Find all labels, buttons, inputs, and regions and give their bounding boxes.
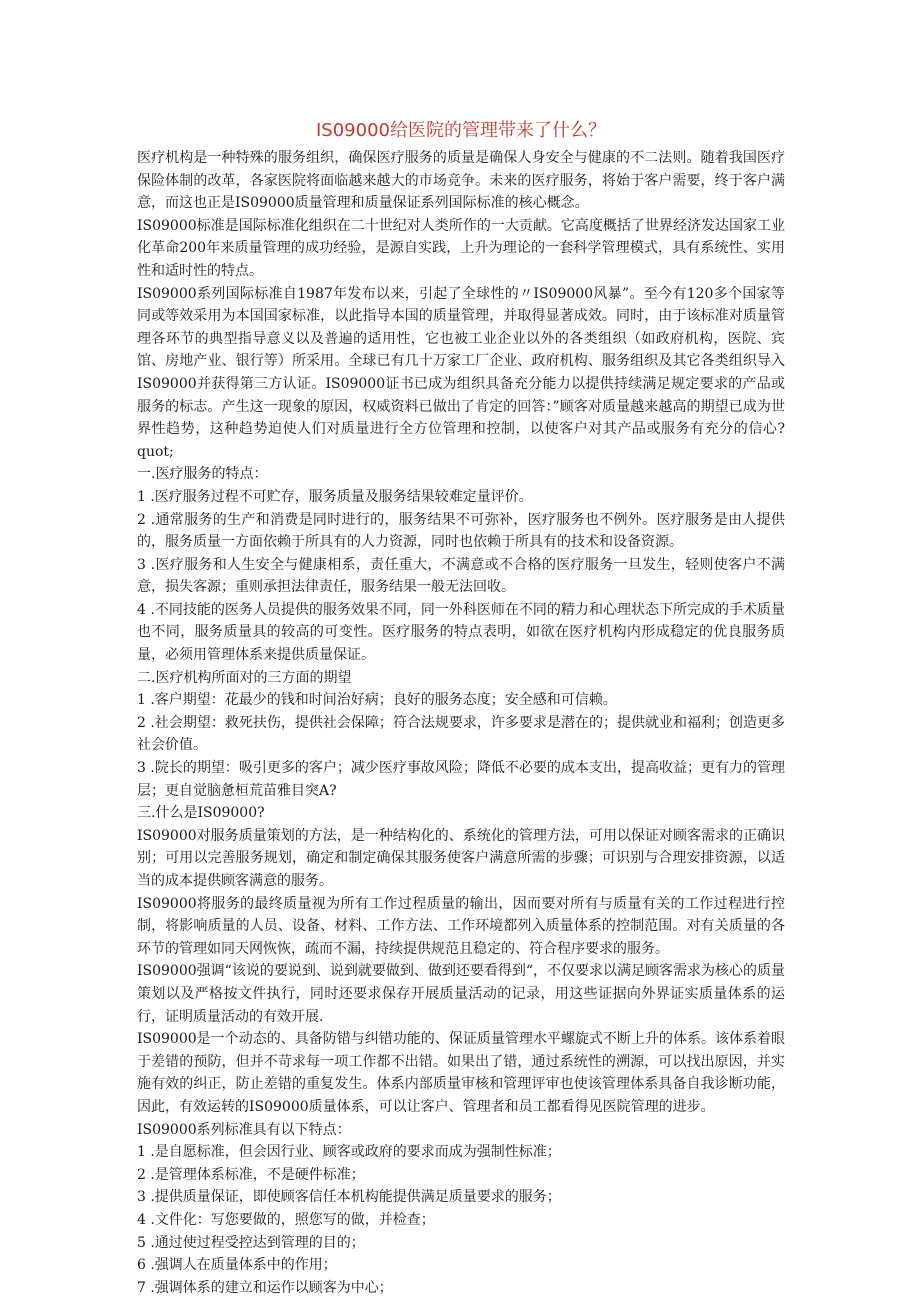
paragraph: 一.医疗服务的特点： xyxy=(137,466,268,483)
paragraph: 1 .客户期望：花最少的钱和时间治好病；良好的服务态度；安全感和可信赖。 xyxy=(137,692,617,709)
paragraph: 二.医疗机构所面对的三方面的期望 xyxy=(137,669,352,686)
paragraph: 7 .强调体系的建立和运作以顾客为中心； xyxy=(137,1279,393,1296)
paragraph: 1 .医疗服务过程不可贮存，服务质量及服务结果较难定量评价。 xyxy=(137,488,533,505)
paragraph: 1 .是自愿标准，但会因行业、顾客或政府的要求而成为强制性标准； xyxy=(137,1144,561,1161)
paragraph: 4 .不同技能的医务人员提供的服务效果不同，同一外科医师在不同的精力和心理状态下所完成的手术质量也不同，服务质量具的较高的可变性。医疗服务的特点表明，如欲在医疗机构内形成稳定的优良服务质量，必须用管理体系来提供质量保证。 xyxy=(137,601,785,664)
paragraph: IS09000强调“该说的要说到、说到就要做到、做到还要看得到“，不仅要求以满足顾客需求为核心的质量策划以及严格按文件执行，同时还要求保存开展质量活动的记录，用这些证据向外界证实质量体系的运行，证明质量活动的有效开展. xyxy=(137,963,785,1025)
paragraph: IS09000系列国际标准自1987年发布以来，引起了全球性的〃IS09000风暴”。至今有120多个国家等同或等效采用为本国国家标准，以此指导本国的质量管理，并取得显著成效。同时，由于该标准对质量管理各环节的典型指导意义以及普遍的适用性，它也被工业企业以外的各类组织（如政府机构，医院、宾馆、房地产业、银行等）所采用。全球已有几十万家工厂企业、政府机构、服务组织及其它各类组织导入IS09000并获得第三方认证。IS09000证书已成为组织具备充分能力以提供持续满足规定要求的产品或服务的标志。产生这一现象的原因，权威资料已做出了肯定的回答：”顾客对质量越来越高的期望已成为世界性趋势，这种趋势迫使人们对质量进行全方位管理和控制，以使客户对其产品或服务有充分的信心?quot; xyxy=(137,285,785,460)
paragraph: IS09000系列标准具有以下特点： xyxy=(137,1121,351,1138)
document-title: IS09000给医院的管理带来了什么？ xyxy=(316,120,606,141)
paragraph: 2 .通常服务的生产和消费是同时进行的，服务结果不可弥补，医疗服务也不例外。医疗服务是由人提供的，服务质量一方面依赖于所具有的人力资源，同时也依赖于所具有的技术和设备资源。 xyxy=(137,511,785,551)
paragraph: 三.什么是IS09000? xyxy=(137,805,265,822)
paragraph: IS09000是一个动态的、具备防错与纠错功能的、保证质量管理水平螺旋式不断上升的体系。该体系着眼于差错的预防，但并不苛求每一项工作都不出错。如果出了错，通过系统性的溯源，可以找出原因，并实施有效的纠正，防止差错的重复发生。体系内部质量审核和管理评审也使该管理体系具备自我诊断功能，因此，有效运转的IS09000质量体系，可以让客户、管理者和员工都看得见医院管理的进步。 xyxy=(137,1031,785,1115)
document-page xyxy=(137,118,785,1299)
paragraph: 3 .院长的期望：吸引更多的客户；减少医疗事故风险；降低不必要的成本支出，提高收益；更有力的管理层；更自觉脑惫桓荒苗雅目突A? xyxy=(137,760,785,799)
paragraph: IS09000将服务的最终质量视为所有工作过程质量的输出，因而要对所有与质量有关的工作过程进行控制，将影响质量的人员、设备、材料、工作方法、工作环境都列入质量体系的控制范围。对有关质量的各环节的管理如同天网恢恢，疏而不漏，持续提供规范且稳定的、符合程序要求的服务。 xyxy=(137,895,785,957)
paragraph: IS09000标准是国际标准化组织在二十世纪对人类所作的一大贡献。它高度概括了世界经济发达国家工业化革命200年来质量管理的成功经验，是源自实践，上升为理论的一套科学管理模式，具有系统性、实用性和适时性的特点。 xyxy=(137,217,785,279)
document-body xyxy=(137,147,785,1299)
paragraph: IS09000对服务质量策划的方法，是一种结构化的、系统化的管理方法，可用以保证对顾客需求的正确识别；可用以完善服务规划，确定和制定确保其服务使客户满意所需的步骤；可识别与合理安排资源，以适当的成本提供顾客满意的服务。 xyxy=(137,827,785,889)
paragraph: 2 .社会期望：救死扶伤，提供社会保障；符合法规要求，许多要求是潜在的；提供就业和福利；创造更多社会价值。 xyxy=(137,714,785,754)
paragraph: 3 .医疗服务和人生安全与健康相系，责任重大，不满意或不合格的医疗服务一旦发生，轻则使客户不满意，损失客源；重则承担法律责任，服务结果一般无法回收。 xyxy=(137,556,785,596)
paragraph: 4 .文件化：写您要做的，照您写的做，并检查； xyxy=(137,1211,435,1228)
paragraph: 6 .强调人在质量体系中的作用； xyxy=(137,1257,337,1274)
paragraph: 5 .通过使过程受控达到管理的目的； xyxy=(137,1234,365,1251)
paragraph: 3 .提供质量保证，即使顾客信任本机构能提供满足质量要求的服务； xyxy=(137,1189,561,1206)
paragraph: 2 .是管理体系标准，不是硬件标准； xyxy=(137,1166,365,1183)
paragraph: 医疗机构是一种特殊的服务组织，确保医疗服务的质量是确保人身安全与健康的不二法则。随着我国医疗保险体制的改革，各家医院将面临越来越大的市场竞争。未来的医疗服务，将始于客户需要，终于客户满意，而这也正是IS09000质量管理和质量保证系列国际标准的核心概念。 xyxy=(137,150,785,212)
